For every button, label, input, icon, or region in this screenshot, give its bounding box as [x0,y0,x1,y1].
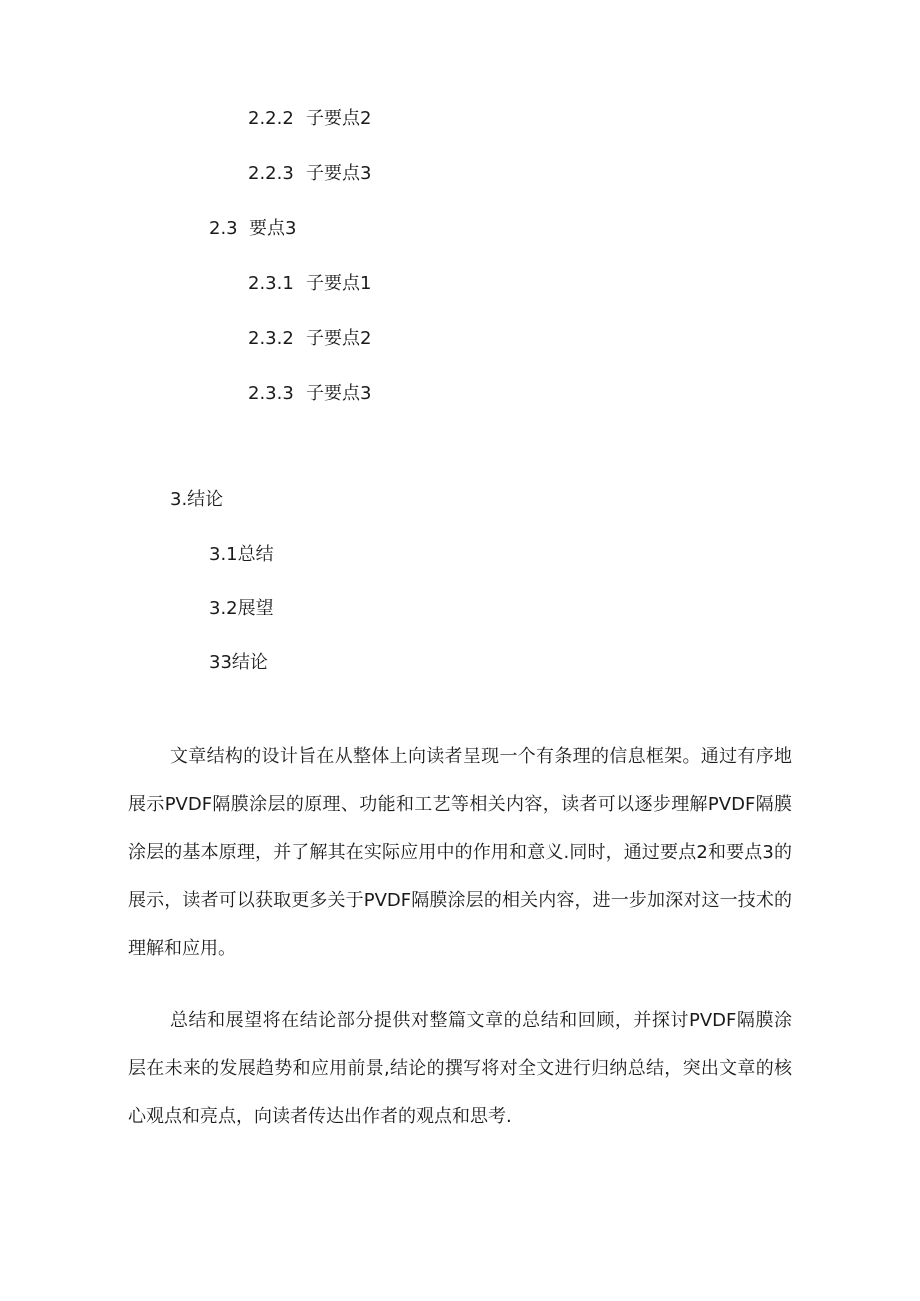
body-paragraph-summary: 总结和展望将在结论部分提供对整篇文章的总结和回顾，并探讨PVDF隔膜涂层在未来的发展趋势和应用前景,结论的撰写将对全文进行归纳总结，突出文章的核心观点和亮点，向读者传达出作者的观点和思考. [128,1010,792,1127]
outline-number: 2.2.2 [248,108,294,129]
section-heading-conclusion [170,488,223,512]
outline-text: 要点3 [249,218,297,239]
outline-text: 3.结论 [170,489,224,510]
body-paragraph-structure: 文章结构的设计旨在从整体上向读者呈现一个有条理的信息框架。通过有序地展示PVDF隔膜涂层的原理、功能和工艺等相关内容，读者可以逐步理解PVDF隔膜涂层的基本原理，并了解其在实际应用中的作用和意义.同时，通过要点2和要点3的展示，读者可以获取更多关于PVDF隔膜涂层的相关内容，进一步加深对这一技术的理解和应用。 [128,746,792,959]
outline-item-2-3-2 [248,327,371,351]
outline-item-3-2 [209,597,274,621]
outline-number: 2.2.3 [248,163,294,184]
outline-number: 2.3.1 [248,273,294,294]
outline-number: 2.3.3 [248,383,294,404]
outline-text: 子要点3 [306,383,372,404]
outline-item-3-1 [209,543,274,567]
outline-item-2-3 [209,217,296,241]
outline-number: 2.3.2 [248,328,294,349]
outline-item-2-2-2 [248,107,371,131]
outline-item-2-2-3 [248,162,371,186]
outline-number: 2.3 [209,218,238,239]
outline-text: 子要点2 [306,108,372,129]
outline-text: 3.1总结 [209,544,274,565]
outline-text: 3.2展望 [209,598,274,619]
outline-item-2-3-3 [248,382,371,406]
outline-text: 子要点1 [306,273,372,294]
outline-item-3-3 [209,651,268,675]
outline-item-2-3-1 [248,272,371,296]
outline-text: 33结论 [209,652,268,673]
outline-text: 子要点3 [306,163,372,184]
outline-text: 子要点2 [306,328,372,349]
